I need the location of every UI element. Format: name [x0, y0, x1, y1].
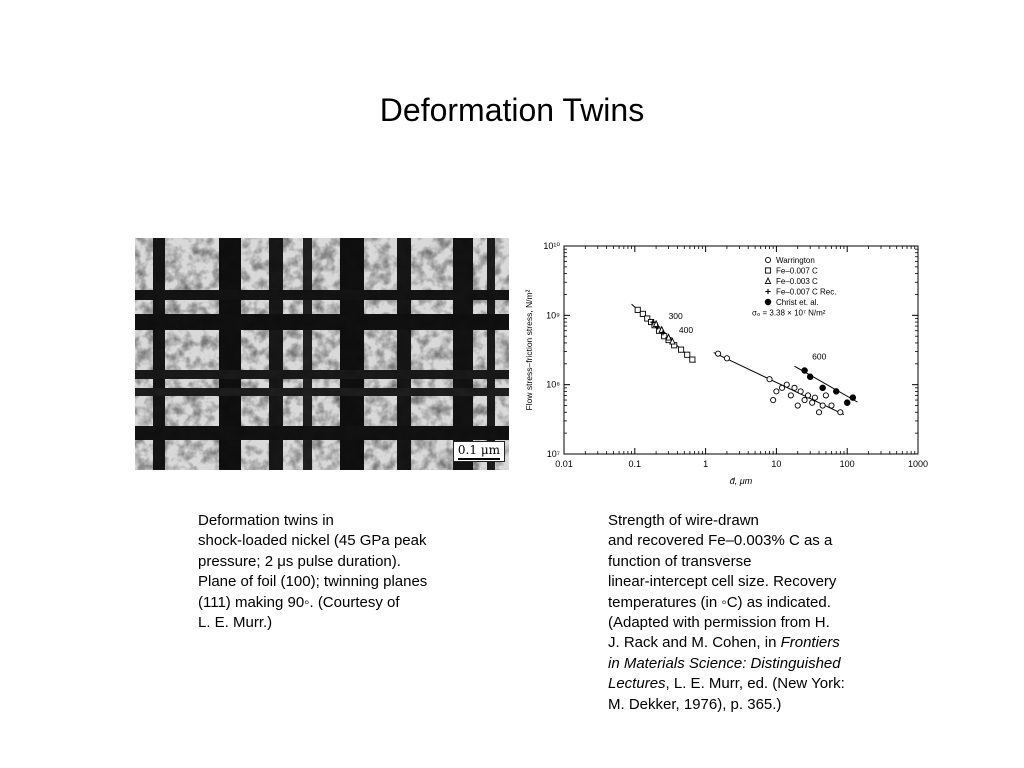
legend-marker	[765, 278, 770, 284]
left-caption-line: L. E. Murr.)	[198, 614, 273, 632]
right-caption-line: M. Dekker, 1976), p. 365.)	[608, 695, 782, 713]
data-point	[795, 403, 800, 408]
right-caption-line: function of transverse	[608, 552, 752, 570]
data-point	[833, 389, 839, 395]
y-axis-label: Flow stress–friction stress, N/m²	[524, 289, 534, 411]
temperature-label: 600	[812, 351, 827, 362]
data-point	[816, 410, 821, 415]
x-tick-label: 100	[839, 459, 855, 469]
right-caption-text: J. Rack and M. Cohen, in	[608, 634, 781, 652]
data-point	[838, 410, 843, 415]
data-point	[812, 395, 817, 400]
book-title-part: Lectures	[608, 675, 666, 693]
right-caption-line: linear-intercept cell size. Recovery	[608, 573, 837, 591]
twin-micrograph	[135, 238, 509, 470]
x-tick-label: 1	[703, 459, 709, 469]
x-tick-label: 0.1	[628, 459, 642, 469]
data-point	[685, 352, 690, 357]
y-tick-label: 10¹⁰	[543, 241, 560, 251]
left-caption-line: Plane of foil (100); twinning planes	[198, 573, 428, 591]
legend-entry: Fe–0.007 C	[776, 266, 818, 276]
flow-stress-chart	[520, 236, 940, 488]
data-point	[774, 389, 779, 394]
temperature-label: 300	[668, 311, 683, 322]
legend-entry: Warrington	[776, 256, 815, 265]
x-tick-label: 10	[771, 459, 782, 469]
data-point	[771, 397, 776, 402]
data-point	[798, 389, 803, 394]
right-caption-line: and recovered Fe–0.003% C as a	[608, 532, 833, 550]
right-caption-line: temperatures (in ◦C) as indicated.	[608, 593, 831, 611]
x-tick-label: 0.01	[555, 459, 573, 469]
x-tick-label: 1000	[907, 459, 929, 469]
chart-svg	[520, 236, 940, 488]
data-point	[805, 393, 810, 398]
data-point	[690, 357, 695, 362]
data-point	[715, 351, 720, 356]
temperature-label: 400	[678, 324, 694, 335]
legend-entry: Christ et. al.	[776, 298, 819, 307]
data-point	[784, 382, 789, 387]
data-point	[823, 393, 828, 398]
data-point	[802, 397, 807, 402]
data-point	[724, 356, 729, 361]
scale-bar	[453, 441, 505, 462]
data-point	[829, 403, 834, 408]
y-tick-label: 10⁷	[546, 449, 560, 459]
legend-entry: Fe–0.007 C Rec.	[776, 287, 837, 297]
left-caption-line: Deformation twins in	[198, 512, 334, 529]
left-caption-line: shock-loaded nickel (45 GPa peak	[198, 532, 427, 550]
legend-entry: Fe–0.003 C	[776, 277, 818, 286]
data-point	[635, 307, 640, 312]
book-title-part: Frontiers	[780, 634, 840, 652]
legend-marker	[765, 299, 771, 305]
right-caption-line	[608, 633, 908, 653]
data-point	[678, 347, 683, 352]
left-caption-line: pressure; 2 μs pulse duration).	[198, 552, 401, 570]
data-point	[810, 400, 815, 405]
slide-title: Deformation Twins	[379, 92, 645, 128]
left-caption	[198, 511, 488, 633]
legend-marker	[765, 257, 770, 262]
y-tick-label: 10⁹	[546, 310, 560, 321]
y-tick-label: 10⁸	[546, 379, 560, 390]
left-caption-line: (111) making 90◦. (Courtesy of	[198, 593, 400, 611]
data-point	[844, 400, 850, 406]
plot-frame	[564, 246, 918, 454]
legend-marker	[765, 268, 770, 273]
right-caption-line: (Adapted with permission from H.	[608, 614, 830, 632]
right-caption-line: Strength of wire-drawn	[608, 512, 759, 529]
right-caption-line: in Materials Science: Distinguished	[608, 654, 841, 672]
data-point	[807, 374, 813, 380]
legend-note: σ₀ = 3.38 × 10⁷ N/m²	[752, 308, 826, 318]
data-point	[792, 385, 797, 390]
data-point	[779, 385, 784, 390]
data-point	[850, 395, 856, 401]
right-caption-text: , L. E. Murr, ed. (New York:	[665, 675, 845, 693]
data-point	[788, 393, 793, 398]
data-point	[820, 385, 826, 391]
scale-bar-line	[458, 458, 500, 460]
micrograph-image	[135, 238, 509, 470]
data-point	[802, 368, 808, 374]
right-caption	[608, 511, 908, 715]
scale-bar-label: 0.1 μm	[457, 443, 500, 457]
right-caption-line	[608, 674, 908, 694]
data-point	[820, 403, 825, 408]
data-point	[767, 377, 772, 382]
x-axis-label: d̄, μm	[729, 476, 753, 486]
